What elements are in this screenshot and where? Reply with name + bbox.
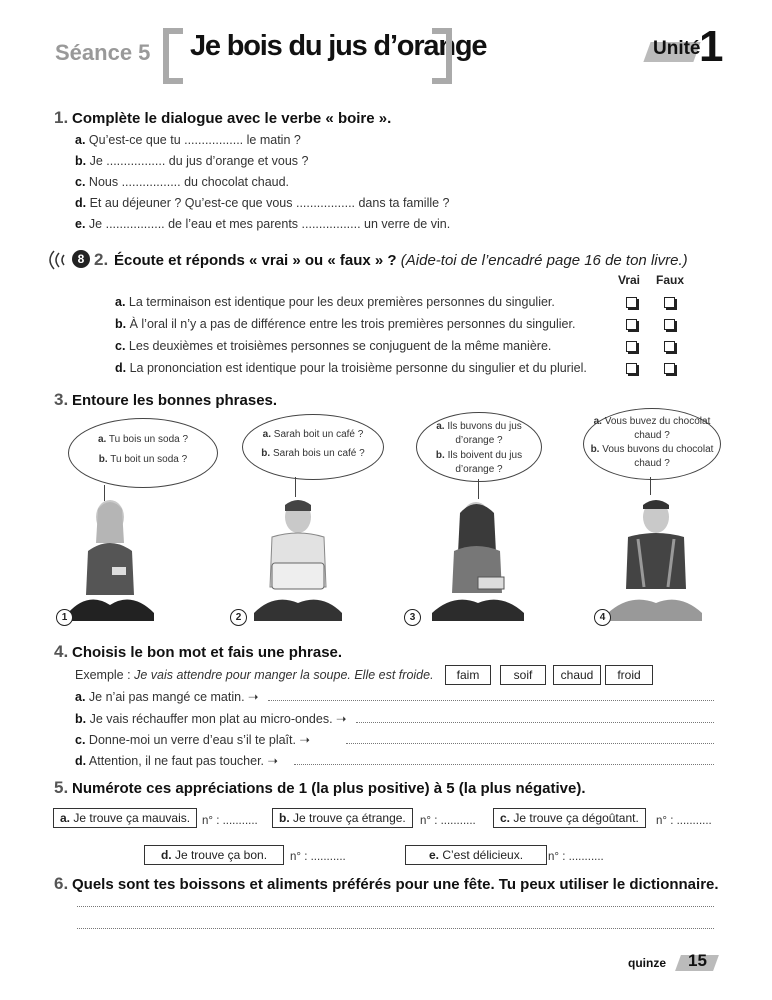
person-girl-tablet-image (428, 495, 528, 627)
appreciation-box-c: c. Je trouve ça dégoûtant. (493, 808, 646, 828)
col-vrai: Vrai (618, 273, 641, 287)
word-box-faim[interactable]: faim (445, 665, 491, 685)
bubble-tail-4 (650, 477, 651, 495)
ex2-item: c. Les deuxièmes et troisièmes personnes se conjuguent de la même manière. (115, 339, 552, 353)
checkbox-faux-c[interactable] (664, 341, 675, 352)
rank-input-a[interactable]: n° : ........... (202, 815, 258, 827)
page-title: Je bois du jus d’orange (190, 30, 487, 62)
person-boy-laptop-image (248, 495, 348, 627)
person-boy-phone-image (602, 495, 706, 627)
ex2-item: b. À l’oral il n’y a pas de différence entre les trois premières personnes du singulier. (115, 317, 576, 331)
speech-bubble-2[interactable]: a. Sarah boit un café ? b. Sarah bois un café ? (242, 414, 384, 480)
seance-label: Séance 5 (55, 40, 151, 65)
ex3-number: 3. (54, 390, 69, 409)
page-number: 15 (688, 951, 707, 970)
picture-number-1: 1 (56, 609, 73, 626)
checkbox-faux-b[interactable] (664, 319, 675, 330)
word-box-froid[interactable]: froid (605, 665, 653, 685)
ex1-item: a. Qu’est-ce que tu ................. le matin ? (75, 133, 301, 147)
picture-number-2: 2 (230, 609, 247, 626)
checkbox-faux-a[interactable] (664, 297, 675, 308)
ex4-item: b. Je vais réchauffer mon plat au micro-ondes. ➝ (75, 712, 347, 726)
rank-input-c[interactable]: n° : ........... (656, 815, 712, 827)
picture-number-3: 3 (404, 609, 421, 626)
picture-number-4: 4 (594, 609, 611, 626)
ex4-example: Exemple : Je vais attendre pour manger la soupe. Elle est froide. (75, 668, 434, 682)
ex6-answer-line-2[interactable] (77, 928, 714, 929)
appreciation-box-d: d. Je trouve ça bon. (144, 845, 284, 865)
ex6-answer-line-1[interactable] (77, 906, 714, 907)
rank-input-d[interactable]: n° : ........... (290, 851, 346, 863)
speech-bubble-4[interactable]: a. Vous buvez du chocolat chaud ? b. Vous buvons du chocolat chaud ? (583, 408, 721, 480)
ex4-item: c. Donne-moi un verre d’eau s’il te plaît. ➝ (75, 733, 310, 747)
ex2-number: 2. (94, 250, 109, 269)
footer-page-word: quinze (628, 956, 666, 970)
title-bracket-right (432, 28, 452, 84)
word-box-chaud[interactable]: chaud (553, 665, 601, 685)
ex4-item: a. Je n’ai pas mangé ce matin. ➝ (75, 690, 259, 704)
speech-bubble-1[interactable]: a. Tu bois un soda ? b. Tu boit un soda ? (68, 418, 218, 488)
ex1-number: 1. (54, 108, 69, 127)
ex2-item: a. La terminaison est identique pour les deux premières personnes du singulier. (115, 295, 555, 309)
ex2-hint: (Aide-toi de l’encadré page 16 de ton livre.) (400, 252, 688, 269)
word-box-soif[interactable]: soif (500, 665, 546, 685)
ex4-answer-line-b[interactable] (356, 722, 714, 723)
checkbox-faux-d[interactable] (664, 363, 675, 374)
ex5-instruction: Numérote ces appréciations de 1 (la plus positive) à 5 (la plus négative). (72, 780, 586, 797)
title-bracket-left (163, 28, 183, 84)
ex1-item: c. Nous ................. du chocolat chaud. (75, 175, 290, 189)
rank-input-b[interactable]: n° : ........... (420, 815, 476, 827)
rank-input-e[interactable]: n° : ........... (548, 851, 604, 863)
audio-waves-icon (44, 248, 72, 272)
appreciation-box-a: a. Je trouve ça mauvais. (53, 808, 197, 828)
ex1-item: b. Je ................. du jus d’orange et vous ? (75, 154, 309, 168)
ex4-number: 4. (54, 642, 69, 661)
appreciation-box-b: b. Je trouve ça étrange. (272, 808, 413, 828)
ex4-answer-line-d[interactable] (294, 764, 714, 765)
ex4-instruction: Choisis le bon mot et fais une phrase. (72, 644, 343, 661)
unite-number: 1 (699, 22, 724, 71)
speech-bubble-3[interactable]: a. Ils buvons du jus d’orange ? b. Ils boivent du jus d’orange ? (416, 412, 542, 482)
ex2-instruction: Écoute et réponds « vrai » ou « faux » ? (Aide-toi de l’encadré page 16 de ton livre.) (114, 252, 688, 269)
audio-track-badge[interactable]: 8 (72, 250, 90, 268)
ex1-item: d. Et au déjeuner ? Qu’est-ce que vous ................. dans ta famille ? (75, 196, 450, 210)
checkbox-vrai-c[interactable] (626, 341, 637, 352)
person-girl-soda-image (58, 495, 168, 627)
ex1-item: e. Je ................. de l’eau et mes parents ................. un verre de vin. (75, 217, 451, 231)
ex2-item: d. La prononciation est identique pour la troisième personne du singulier et du pluriel. (115, 361, 587, 375)
ex1-instruction: Complète le dialogue avec le verbe « boire ». (72, 110, 392, 127)
appreciation-box-e: e. C’est délicieux. (405, 845, 547, 865)
ex4-answer-line-c[interactable] (346, 743, 714, 744)
ex4-item: d. Attention, il ne faut pas toucher. ➝ (75, 754, 278, 768)
checkbox-vrai-b[interactable] (626, 319, 637, 330)
ex6-number: 6. (54, 874, 69, 893)
ex4-answer-line-a[interactable] (268, 700, 714, 701)
checkbox-vrai-a[interactable] (626, 297, 637, 308)
ex5-number: 5. (54, 778, 69, 797)
col-faux: Faux (656, 273, 685, 287)
ex3-instruction: Entoure les bonnes phrases. (72, 392, 278, 409)
unite-label: Unité (653, 38, 701, 59)
checkbox-vrai-d[interactable] (626, 363, 637, 374)
bubble-tail-2 (295, 477, 296, 497)
ex6-instruction: Quels sont tes boissons et aliments préférés pour une fête. Tu peux utiliser le dictionnaire. (72, 876, 719, 893)
